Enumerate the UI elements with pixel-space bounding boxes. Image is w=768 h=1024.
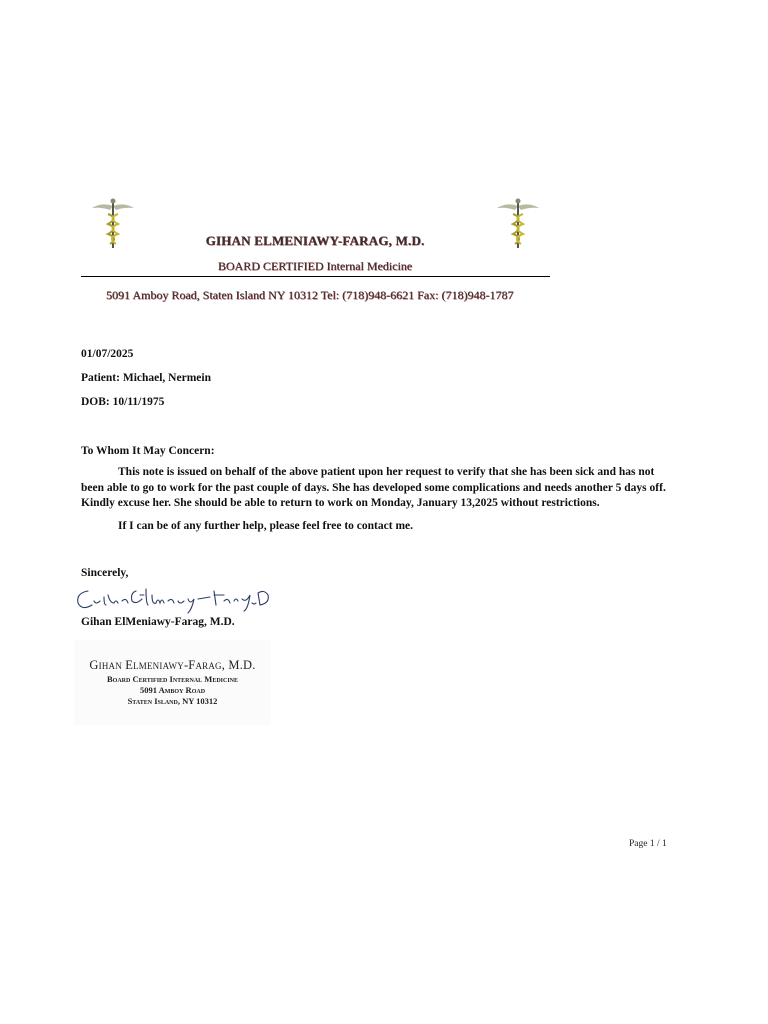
signer-name: Gihan ElMeniawy-Farag, M.D. — [81, 616, 235, 628]
letterhead-board-line: BOARD CERTIFIED Internal Medicine — [217, 259, 413, 273]
patient-dob: DOB: 10/11/1975 — [81, 396, 165, 408]
letterhead-address: 5091 Amboy Road, Staten Island NY 10312 Tel: (718)948-6621 Fax: (718)948-1787 — [106, 288, 514, 302]
stamp-road: 5091 Amboy Road — [139, 685, 206, 695]
body-paragraph-2: If I can be of any further help, please feel free to contact me. — [118, 520, 413, 532]
stamp-name: Gihan Elmeniawy-Farag, M.D. — [89, 658, 256, 672]
body-paragraph-1: This note is issued on behalf of the above patient upon her request to verify that she has been sick and has not been able to go to work for the past couple of days. She has developed some complications and needs another 5 days off. Kindly excuse her. She should be able to return to work on Monday, January 13,2025 without restrictions. — [81, 466, 666, 509]
stamp-board: Board Certified Internal Medicine — [107, 674, 238, 684]
doctor-stamp — [74, 640, 271, 725]
stamp-city: Staten Island, NY 10312 — [127, 696, 218, 706]
letter-date: 01/07/2025 — [81, 348, 134, 360]
salutation: To Whom It May Concern: — [81, 445, 215, 457]
caduceus-icon — [88, 196, 138, 252]
letterhead-doctor-name: GIHAN ELMENIAWY-FARAG, M.D. — [205, 233, 425, 248]
letterhead-divider — [81, 276, 550, 277]
page-number: Page 1 / 1 — [629, 839, 667, 849]
caduceus-icon — [493, 196, 543, 252]
patient-name: Patient: Michael, Nermein — [81, 372, 211, 384]
handwritten-signature — [74, 583, 274, 615]
closing: Sincerely, — [81, 567, 129, 579]
